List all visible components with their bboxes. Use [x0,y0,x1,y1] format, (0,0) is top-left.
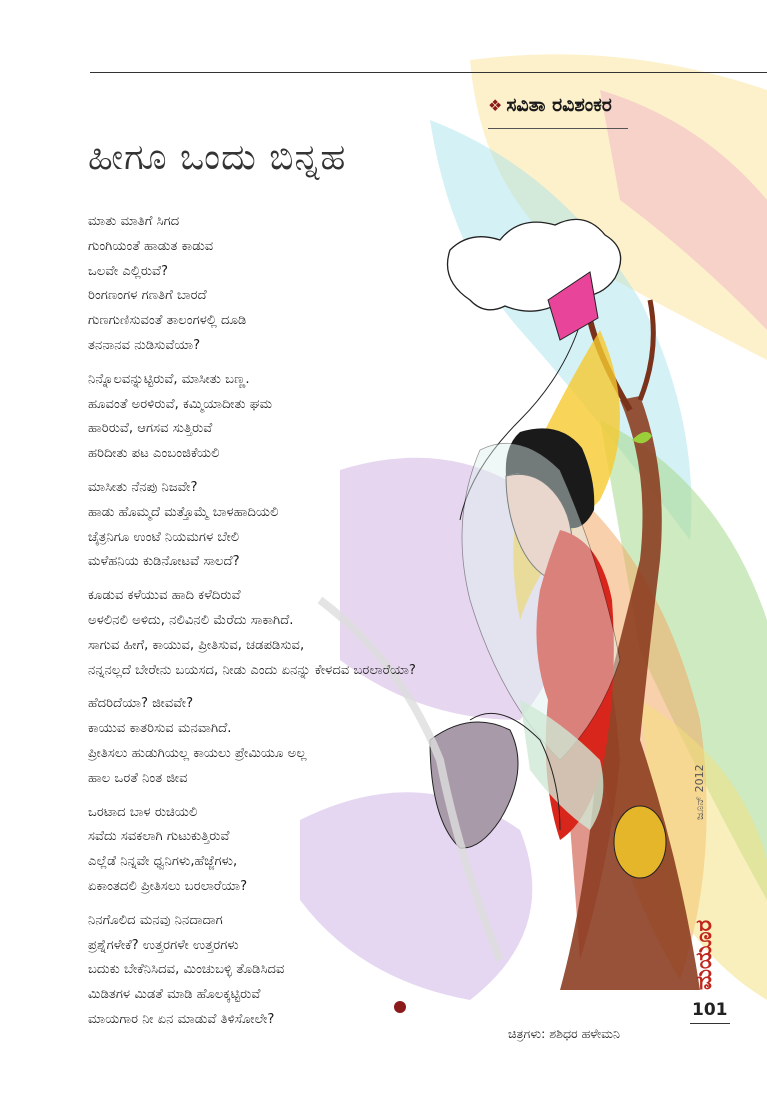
poem-line: ಪ್ರೀತಿಸಲು ಹುಡುಗಿಯಲ್ಲ ಕಾಯಲು ಪ್ರೇಮಿಯೂ ಅಲ್ಲ [88,745,307,761]
poem-line: ಎಲ್ಲೆಡೆ ನಿನ್ನವೇ ಧ್ವನಿಗಳು,ಹೆಜ್ಜೆಗಳು, [88,854,238,870]
poem-line: ಒಲವೇ ಎಲ್ಲಿರುವೆ? [88,263,168,279]
poem-line: ಒರಟಾದ ಬಾಳ ರುಚಿಯಲಿ [88,804,198,820]
poem-line: ಅಳಲಿನಲಿ ಅಳಿದು, ನಲಿವಿನಲಿ ಮೆರೆದು ಸಾಕಾಗಿದೆ. [88,612,294,628]
stanza [88,476,608,575]
poem-line: ನಿನ್ನೊಲವನ್ನುಟ್ಟಿರುವೆ, ಮಾಸೀತು ಬಣ್ಣ. [88,371,250,387]
bullet-dot [394,1001,406,1013]
poem-line: ಹೂವಂತೆ ಅರಳಿರುವೆ, ಕಮ್ಮಿಯಾದೀತು ಘಮ [88,396,273,412]
page-number: 101 [692,1000,728,1020]
stanza [88,909,608,1033]
page-title: ಹೀಗೂ ಒಂದು ಬಿನ್ನಹ [88,137,347,178]
stanza [88,692,608,791]
poem-line: ಹೆದರಿದೆಯಾ? ಜೀವವೇ? [88,696,194,712]
poem-line: ರಿಂಗಣಂಗಳ ಗಣತಿಗೆ ಬಾರದೆ [88,288,207,304]
diamond-bullet-icon: ❖ [488,96,503,115]
page-number-rule [690,1023,730,1024]
stanza [88,584,608,683]
top-rule [90,72,767,73]
poem-line: ನಿನಗೊಲಿದ ಮನವು ನಿನದಾದಾಗ [88,912,223,928]
poem-line: ಸಾಗುವ ಹೀಗೆ, ಕಾಯುವ, ಪ್ರೀತಿಸುವ, ಚಡಪಡಿಸುವ, [88,637,305,653]
author-name [488,94,612,116]
poem-line: ಬದುಕು ಬೇಕೆನಿಸಿದವ, ಮಿಂಚುಬಳ್ಳಿ ತೊಡಿಸಿದವ [88,962,285,978]
moon [614,806,666,878]
poem-line: ಮಾಯಗಾರ ನೀ ಏನ ಮಾಡುವೆ ತಿಳಿಸೋಲೇ? [88,1011,275,1027]
poem-line: ಹಾಲ ಒರತೆ ನಿಂತ ಜೀವ [88,770,188,786]
issue-date: ಜೂನ್ 2012 [693,764,706,820]
poem-line: ಮಾತು ಮಾತಿಗೆ ಸಿಗದ [88,214,180,229]
poem-line: ಸವೆದು ಸವಕಲಾಗಿ ಗುಟುಕುತ್ತಿರುವೆ [88,829,230,845]
poem-line: ತನನಾನವ ನುಡಿಸುವೆಯಾ? [88,337,201,353]
poem-line: ಗುಣಗುಣಿಸುವಂತೆ ತಾಲಂಗಳಲ್ಲಿ ದೂಡಿ [88,313,247,329]
author-underline [488,128,628,129]
illustration-credit: ಚಿತ್ರಗಳು: ಶಶಿಧರ ಹಳೇಮನಿ [508,1026,621,1041]
poem-line: ಮಳೆಹನಿಯ ಕುಡಿನೋಟವೆ ಸಾಲದೆ? [88,554,240,570]
poem-line: ಗುಂಗಿಯಂತೆ ಹಾಡುತ ಕಾಡುವ [88,238,214,254]
poem-line: ಹಾಡು ಹೊಮ್ಮದೆ ಮತ್ತೊಮ್ಮೆ ಬಾಳಹಾದಿಯಲಿ [88,504,279,520]
author-text: ಸವಿತಾ ರವಿಶಂಕರ [506,94,612,116]
poem-line: ಕಾಯುವ ಕಾತರಿಸುವ ಮನವಾಗಿದೆ. [88,721,232,737]
poem-line: ಹರಿದೀತು ಪಟ ಎಂಬಂಜಿಕೆಯಲಿ [88,446,220,462]
poem-line: ಹಾರಿರುವೆ, ಆಗಸವ ಸುತ್ತಿರುವೆ [88,421,213,437]
stanza [88,368,608,467]
magazine-name: ಮಯೂರ [692,919,717,990]
poem [88,210,608,1042]
poem-line: ಕೂಡುವ ಕಳೆಯುವ ಹಾದಿ ಕಳೆದಿರುವೆ [88,588,241,604]
poem-line: ಏಕಾಂತದಲಿ ಪ್ರೀತಿಸಲು ಬರಲಾರೆಯಾ? [88,878,248,894]
poem-line: ಮಾಸೀತು ನೆನಪು ನಿಜವೇ? [88,479,198,495]
poem-line: ನನ್ನನಲ್ಲದೆ ಬೇರೇನು ಬಯಸದ, ನೀಡು ಎಂದು ಏನನ್ನು ಕೇಳದವ ಬರಲಾರೆಯಾ? [88,662,416,678]
poem-line: ಪ್ರಶ್ನೆಗಳೇಕೆ? ಉತ್ತರಗಳೇ ಉತ್ತರಗಳು [88,937,239,953]
stanza [88,801,608,900]
stanza [88,210,608,359]
poem-line: ಮಿಡಿತಗಳ ಮಿಡತೆ ಮಾಡಿ ಹೊಲಕ್ಕಟ್ಟಿರುವೆ [88,987,261,1003]
poem-line: ಚೈತ್ರನಿಗೂ ಉಂಟೆ ನಿಯಮಗಳ ಬೇಲಿ [88,529,240,545]
